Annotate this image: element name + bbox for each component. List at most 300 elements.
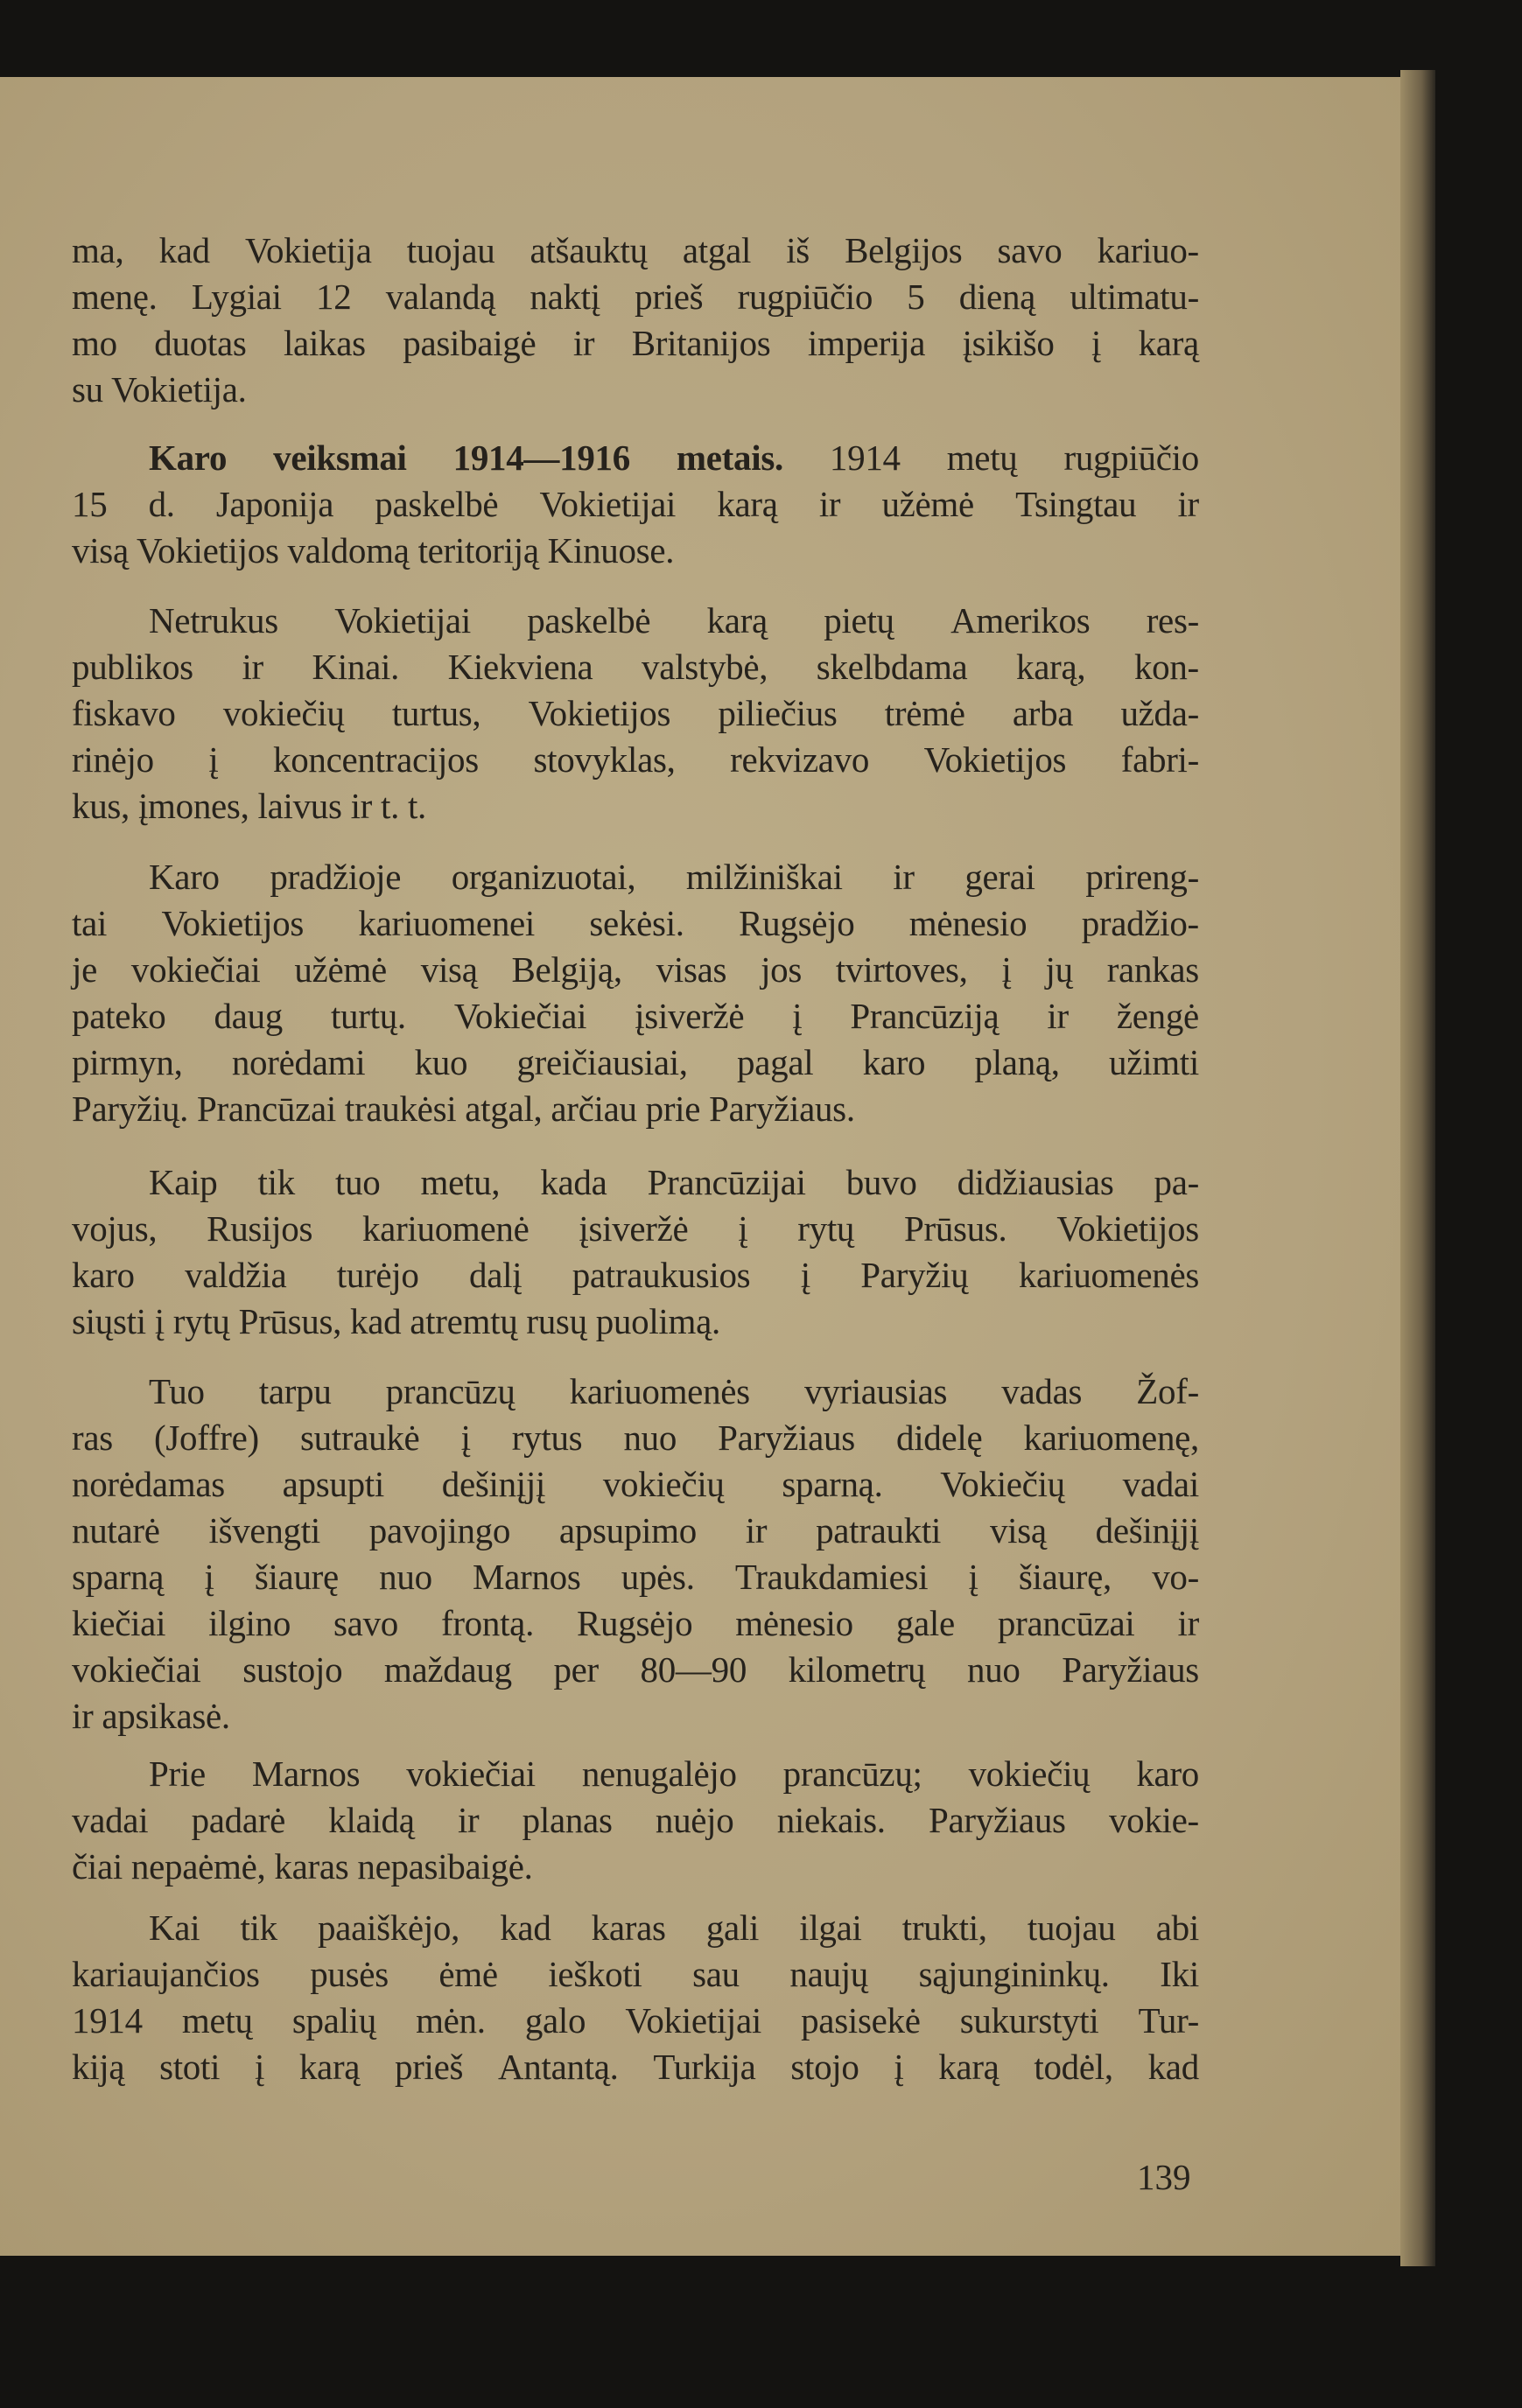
word: turtų. xyxy=(330,996,406,1036)
word: dieną xyxy=(958,276,1036,317)
word: kariuomenę, xyxy=(1023,1418,1199,1458)
word: rytų xyxy=(797,1208,855,1249)
word: Paryžiaus xyxy=(928,1800,1066,1840)
word: rinėjo xyxy=(72,739,154,780)
text-line xyxy=(72,274,1199,320)
word: į xyxy=(800,1255,810,1295)
text-line xyxy=(72,1040,1199,1086)
word: Turkija xyxy=(653,2047,756,2087)
text-line xyxy=(72,690,1199,737)
word: prieš xyxy=(395,2047,464,2087)
word: iš xyxy=(786,230,810,270)
word: nuo xyxy=(379,1557,432,1597)
word: vokiečiai xyxy=(72,1649,201,1690)
word: stojo xyxy=(790,2047,859,2087)
word: paskelbė xyxy=(527,600,651,640)
word: je xyxy=(72,949,97,990)
word: visą xyxy=(989,1510,1047,1550)
word: naktį xyxy=(530,276,600,317)
word: Prancūziją xyxy=(850,996,999,1036)
text-line xyxy=(72,993,1199,1040)
line-text: kus, įmones, laivus ir t. t. xyxy=(72,786,427,826)
word: per xyxy=(553,1649,599,1690)
word: metų xyxy=(946,438,1018,478)
word: sukurstyti xyxy=(959,2000,1099,2040)
word: vokiečių xyxy=(602,1464,725,1504)
word: valdžia xyxy=(185,1255,287,1295)
word: galo xyxy=(524,2000,586,2040)
word: Karo xyxy=(149,438,228,478)
word: karo xyxy=(72,1255,135,1295)
word: Žof- xyxy=(1136,1371,1199,1411)
text-line xyxy=(72,644,1199,690)
text-line xyxy=(72,435,1199,481)
word: gali xyxy=(705,1908,760,1948)
word: vyriausias xyxy=(803,1371,948,1411)
word: Vokietijos xyxy=(528,693,671,733)
text-line xyxy=(72,1693,1199,1740)
word: Prūsus. xyxy=(903,1208,1007,1249)
word: visą xyxy=(420,949,478,990)
word: Marnos xyxy=(473,1557,581,1597)
word: į xyxy=(1091,323,1102,363)
word: kariuomenė xyxy=(361,1208,530,1249)
word: visas xyxy=(656,949,727,990)
word: ir xyxy=(457,1800,480,1840)
word: sustojo xyxy=(242,1649,343,1690)
word: pasibaigė xyxy=(403,323,537,363)
word: Vokietijai xyxy=(625,2000,761,2040)
word: turėjo xyxy=(336,1255,419,1295)
paragraph xyxy=(72,1159,1199,1345)
word: paaiškėjo, xyxy=(317,1908,460,1948)
word: rugpiūčio xyxy=(737,276,873,317)
word: Antantą. xyxy=(497,2047,619,2087)
word: Paryžių xyxy=(860,1255,969,1295)
paragraph xyxy=(72,435,1199,574)
word: stovyklas, xyxy=(533,739,676,780)
word: sutraukė xyxy=(299,1418,420,1458)
word: pietų xyxy=(824,600,894,640)
paragraph xyxy=(72,854,1199,1132)
word: Tuo xyxy=(149,1371,205,1411)
word: Vokietijai xyxy=(539,484,677,524)
word: karą xyxy=(938,2047,999,2087)
word: išvengti xyxy=(208,1510,320,1550)
word: fabri- xyxy=(1120,739,1199,780)
text-line xyxy=(72,598,1199,644)
word: 5 xyxy=(907,276,925,317)
word: žengė xyxy=(1116,996,1199,1036)
word: nuo xyxy=(623,1418,677,1458)
word: jų xyxy=(1045,949,1073,990)
word: apsupti xyxy=(282,1464,384,1504)
word: karą xyxy=(717,484,778,524)
text-line xyxy=(72,1298,1199,1345)
word: nenugalėjo xyxy=(581,1754,737,1794)
word: į xyxy=(208,739,219,780)
page-number: 139 xyxy=(1137,2157,1191,2197)
word: prieš xyxy=(635,276,704,317)
word: trėmė xyxy=(884,693,965,733)
word: Vokietija xyxy=(245,230,372,270)
word: vojus, xyxy=(72,1208,158,1249)
word: rugpiūčio xyxy=(1063,438,1199,478)
word: vadai xyxy=(1122,1464,1199,1504)
word: laikas xyxy=(283,323,366,363)
word: kad xyxy=(1147,2047,1199,2087)
word: pasisekė xyxy=(801,2000,921,2040)
word: Kaip xyxy=(149,1162,218,1202)
word: atšauktų xyxy=(530,230,648,270)
word: vokiečių xyxy=(968,1754,1091,1794)
word: Belgiją, xyxy=(511,949,622,990)
word: rytus xyxy=(511,1418,583,1458)
word: paskelbė xyxy=(375,484,499,524)
word: niekais. xyxy=(776,1800,886,1840)
text-line xyxy=(72,481,1199,528)
text-line xyxy=(72,1905,1199,1951)
line-text: čiai nepaėmė, karas nepasibaigė. xyxy=(72,1846,533,1886)
word: ieškoti xyxy=(548,1954,642,1994)
word: šiaurę xyxy=(254,1557,339,1597)
word: vokie- xyxy=(1108,1800,1199,1840)
word: milžiniškai xyxy=(685,857,843,897)
word: gale xyxy=(895,1603,955,1643)
word: Tur- xyxy=(1138,2000,1199,2040)
word: Prancūzijai xyxy=(647,1162,806,1202)
word: metais. xyxy=(676,438,783,478)
paragraph xyxy=(72,1905,1199,2090)
word: pradžio- xyxy=(1081,903,1199,943)
word: 1914 xyxy=(829,438,901,478)
word: 1914 xyxy=(72,2000,143,2040)
word: užėmė xyxy=(881,484,974,524)
word: kad xyxy=(500,1908,551,1948)
word: patraukusios xyxy=(572,1255,751,1295)
word: karo xyxy=(862,1042,926,1082)
word: įsiveržė xyxy=(635,996,745,1036)
word: tik xyxy=(257,1162,295,1202)
text-line xyxy=(72,1368,1199,1415)
word: Kai xyxy=(149,1908,200,1948)
word: Karo xyxy=(149,857,220,897)
line-text: Paryžių. Prancūzai traukėsi atgal, arčiau prie Paryžiaus. xyxy=(72,1088,855,1129)
word: ir xyxy=(818,484,841,524)
text-line xyxy=(72,900,1199,947)
word: Prie xyxy=(149,1754,206,1794)
word: maždaug xyxy=(383,1649,512,1690)
word: metu, xyxy=(420,1162,501,1202)
text-line xyxy=(72,1600,1199,1647)
word: kilometrų xyxy=(788,1649,926,1690)
word: kad xyxy=(158,230,210,270)
text-line xyxy=(72,1797,1199,1844)
word: 12 xyxy=(316,276,352,317)
word: tuo xyxy=(334,1162,381,1202)
word: ėmė xyxy=(438,1954,498,1994)
text-line xyxy=(72,854,1199,900)
word: karą xyxy=(1138,323,1199,363)
text-line xyxy=(72,1508,1199,1554)
text-line xyxy=(72,1461,1199,1508)
word: mėnesio xyxy=(908,903,1028,943)
word: daug xyxy=(214,996,283,1036)
word: pradžioje xyxy=(270,857,402,897)
word: kuo xyxy=(414,1042,468,1082)
word: šiaurę, xyxy=(1018,1557,1112,1597)
word: sparną. xyxy=(782,1464,883,1504)
page-edge-shadow xyxy=(1400,70,1435,2266)
word: pateko xyxy=(72,996,166,1036)
word: pa- xyxy=(1154,1162,1199,1202)
word: Kiekviena xyxy=(447,647,593,687)
word: Marnos xyxy=(251,1754,361,1794)
word: planas xyxy=(522,1800,613,1840)
text-line xyxy=(72,528,1199,574)
word: į xyxy=(204,1557,214,1597)
line-text: su Vokietija. xyxy=(72,369,247,410)
word: vokiečiai xyxy=(406,1754,536,1794)
word: apsupimo xyxy=(558,1510,697,1550)
word: d. xyxy=(148,484,175,524)
text-line xyxy=(72,1086,1199,1132)
word: 1914—1916 xyxy=(452,438,630,478)
word: didžiausias xyxy=(957,1162,1114,1202)
word: ras xyxy=(72,1418,113,1458)
word: norėdamas xyxy=(72,1464,225,1504)
word: Rusijos xyxy=(207,1208,313,1249)
word: savo xyxy=(333,1603,398,1643)
word: tarpu xyxy=(258,1371,332,1411)
word: ir xyxy=(893,857,915,897)
word: prancūzų; xyxy=(782,1754,922,1794)
word: pirmyn, xyxy=(72,1042,183,1082)
word: Amerikos xyxy=(950,600,1091,640)
word: Belgijos xyxy=(845,230,963,270)
word: fiskavo xyxy=(72,693,176,733)
word: ir xyxy=(1047,996,1069,1036)
word: dešinįjį xyxy=(441,1464,546,1504)
word: dalį xyxy=(469,1255,523,1295)
word: frontą. xyxy=(440,1603,535,1643)
word: naujų xyxy=(789,1954,869,1994)
word: ultimatu- xyxy=(1070,276,1199,317)
text-line xyxy=(72,1206,1199,1252)
word: abi xyxy=(1155,1908,1199,1948)
text-line xyxy=(72,228,1199,274)
word: organizuotai, xyxy=(451,857,636,897)
word: gerai xyxy=(964,857,1035,897)
text-line xyxy=(72,1998,1199,2044)
word: kon- xyxy=(1133,647,1199,687)
text-line xyxy=(72,1159,1199,1206)
word: ir xyxy=(242,647,263,687)
word: pagal xyxy=(737,1042,814,1082)
word: veiksmai xyxy=(273,438,407,478)
text-line xyxy=(72,2044,1199,2090)
word: Vokietijos xyxy=(923,739,1067,780)
word: į xyxy=(254,2047,265,2087)
word: tvirtoves, xyxy=(835,949,968,990)
text-line xyxy=(72,737,1199,783)
word: karą xyxy=(706,600,768,640)
word: Britanijos xyxy=(631,323,771,363)
word: trukti, xyxy=(901,1908,987,1948)
word: imperija xyxy=(807,323,926,363)
word: nuėjo xyxy=(655,1800,734,1840)
word: vo- xyxy=(1152,1557,1199,1597)
word: Netrukus xyxy=(149,600,278,640)
word: sau xyxy=(692,1954,740,1994)
word: į xyxy=(738,1208,748,1249)
word: Vokiečių xyxy=(940,1464,1065,1504)
word: kada xyxy=(540,1162,607,1202)
paragraph xyxy=(72,1368,1199,1740)
word: vadas xyxy=(1001,1371,1083,1411)
word: Lygiai xyxy=(191,276,282,317)
word: sąjungininkų. xyxy=(918,1954,1110,1994)
word: ir xyxy=(1177,484,1199,524)
word: Vokietijos xyxy=(1056,1208,1199,1249)
word: piliečius xyxy=(718,693,838,733)
text-line xyxy=(72,1252,1199,1298)
word: Rugsėjo xyxy=(739,903,855,943)
word: turtus, xyxy=(391,693,481,733)
word: patraukti xyxy=(816,1510,942,1550)
word: kiečiai xyxy=(72,1603,166,1643)
word: valandą xyxy=(385,276,496,317)
word: rekvizavo xyxy=(730,739,870,780)
word: Vokietijos xyxy=(161,903,305,943)
word: stoti xyxy=(159,2047,221,2087)
word: ilgai xyxy=(799,1908,862,1948)
word: į xyxy=(968,1557,978,1597)
line-text: visą Vokietijos valdomą teritoriją Kinuose. xyxy=(72,530,675,570)
word: greičiausiai, xyxy=(516,1042,688,1082)
word: klaidą xyxy=(328,1800,415,1840)
word: nutarė xyxy=(72,1510,160,1550)
word: upės. xyxy=(621,1557,695,1597)
word: norėdami xyxy=(231,1042,366,1082)
word: didelę xyxy=(896,1418,983,1458)
word: jos xyxy=(761,949,803,990)
text-line xyxy=(72,783,1199,830)
word: tuojau xyxy=(406,230,495,270)
paragraph xyxy=(72,228,1199,413)
word: menę. xyxy=(72,276,158,317)
word: Tsingtau xyxy=(1015,484,1137,524)
word: padarė xyxy=(191,1800,286,1840)
word: pavojingo xyxy=(368,1510,511,1550)
word: karo xyxy=(1136,1754,1199,1794)
word: 15 xyxy=(72,484,108,524)
word: vokiečių xyxy=(222,693,345,733)
word: metų xyxy=(181,2000,253,2040)
paragraph xyxy=(72,598,1199,830)
line-text: ir apsikasė. xyxy=(72,1696,230,1736)
word: įsikišo xyxy=(962,323,1055,363)
word: kiją xyxy=(72,2047,125,2087)
text-line xyxy=(72,1647,1199,1693)
word: į xyxy=(460,1418,471,1458)
word: užėmė xyxy=(294,949,387,990)
text-line xyxy=(72,947,1199,993)
word: kariuo- xyxy=(1097,230,1199,270)
word: pusės xyxy=(310,1954,389,1994)
text-line xyxy=(72,367,1199,413)
word: ir xyxy=(1177,1603,1199,1643)
word: tai xyxy=(72,903,108,943)
word: valstybė, xyxy=(642,647,768,687)
word: ir xyxy=(745,1510,768,1550)
word: kariuomenės xyxy=(1018,1255,1199,1295)
word: į xyxy=(1001,949,1012,990)
line-text: siųsti į rytų Prūsus, kad atremtų rusų puolimą. xyxy=(72,1301,720,1341)
word: prireng- xyxy=(1085,857,1199,897)
word: Traukdamiesi xyxy=(734,1557,929,1597)
word: koncentracijos xyxy=(273,739,479,780)
word: sekėsi. xyxy=(589,903,684,943)
text-line xyxy=(72,1415,1199,1461)
word: spalių xyxy=(291,2000,376,2040)
word: savo xyxy=(997,230,1063,270)
word: ma, xyxy=(72,230,124,270)
word: (Joffre) xyxy=(154,1418,259,1458)
word: mėnesio xyxy=(735,1603,853,1643)
word: įsiveržė xyxy=(579,1208,689,1249)
word: nuo xyxy=(967,1649,1021,1690)
word: tuojau xyxy=(1027,1908,1116,1948)
word: atgal xyxy=(682,230,752,270)
word: prancūzai xyxy=(997,1603,1135,1643)
word: užda- xyxy=(1120,693,1199,733)
word: rankas xyxy=(1106,949,1199,990)
word: 80—90 xyxy=(640,1649,747,1690)
word: Kinai. xyxy=(312,647,400,687)
word: Paryžiaus xyxy=(718,1418,855,1458)
word: mėn. xyxy=(416,2000,486,2040)
word: Iki xyxy=(1160,1954,1199,1994)
word: kariuomenės xyxy=(569,1371,750,1411)
word: mo xyxy=(72,323,117,363)
word: Vokietijai xyxy=(334,600,471,640)
word: todėl, xyxy=(1034,2047,1113,2087)
text-line xyxy=(72,1751,1199,1797)
word: arba xyxy=(1012,693,1074,733)
text-line xyxy=(72,320,1199,367)
word: į xyxy=(894,2047,904,2087)
word: vadai xyxy=(72,1800,149,1840)
word: kariuomenei xyxy=(358,903,536,943)
word: Rugsėjo xyxy=(577,1603,693,1643)
word: ilgino xyxy=(208,1603,291,1643)
word: publikos xyxy=(72,647,193,687)
word: karas xyxy=(591,1908,666,1948)
word: Vokiečiai xyxy=(453,996,587,1036)
word: buvo xyxy=(845,1162,917,1202)
text-line xyxy=(72,1951,1199,1998)
paragraph xyxy=(72,1751,1199,1890)
word: duotas xyxy=(154,323,247,363)
word: prancūzų xyxy=(385,1371,516,1411)
word: karą xyxy=(298,2047,361,2087)
word: Japonija xyxy=(215,484,334,524)
word: dešinįjį xyxy=(1095,1510,1199,1550)
word: užimti xyxy=(1109,1042,1199,1082)
text-line xyxy=(72,1554,1199,1600)
word: skelbdama xyxy=(816,647,968,687)
